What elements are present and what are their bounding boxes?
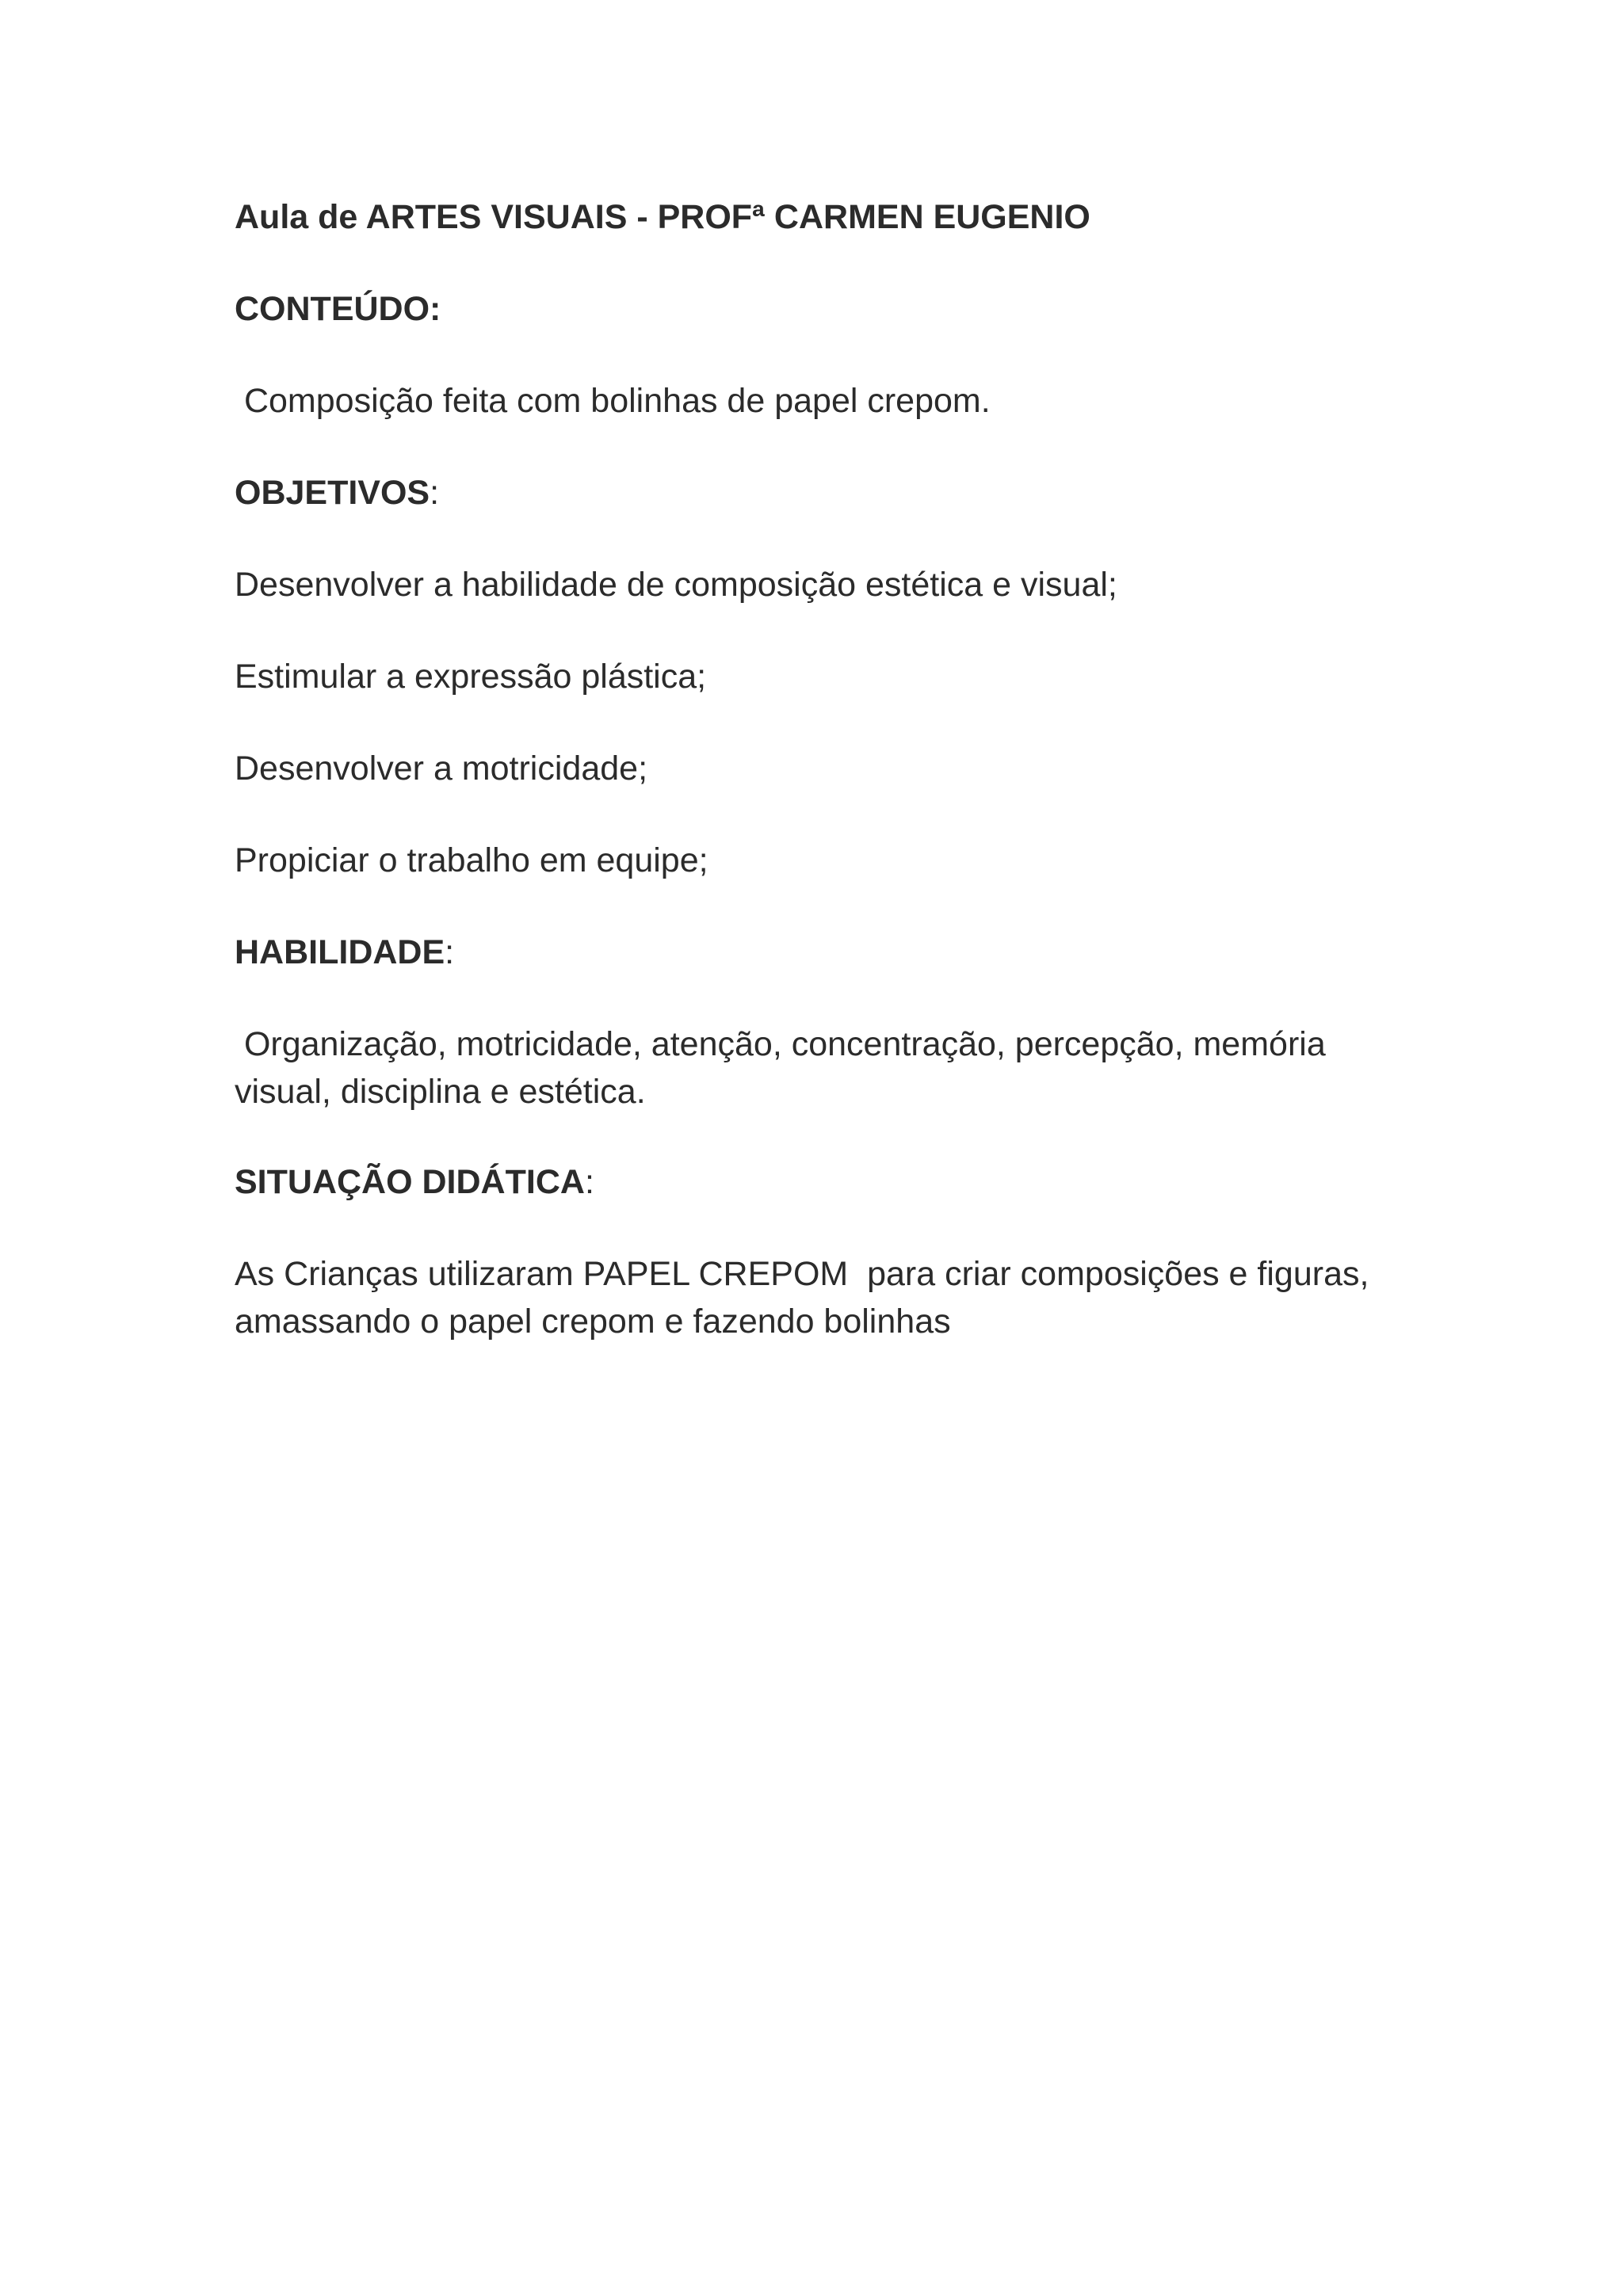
conteudo-text: Composição feita com bolinhas de papel crepom.: [235, 382, 991, 420]
objetivos-heading: OBJETIVOS: [235, 474, 430, 512]
habilidade-heading: HABILIDADE: [235, 933, 445, 971]
situacao-text-line-2: amassando o papel crepom e fazendo bolinhas: [235, 1302, 951, 1341]
document-content: [235, 193, 1407, 1345]
objetivos-heading-line: [235, 469, 1407, 517]
document-title: Aula de ARTES VISUAIS - PROFª CARMEN EUGENIO: [235, 198, 1090, 236]
habilidade-colon: :: [445, 933, 455, 971]
situacao-colon: :: [584, 1163, 594, 1201]
situacao-text-line-1: As Crianças utilizaram PAPEL CREPOM para criar composições e figuras,: [235, 1255, 1369, 1293]
situacao-heading-line: [235, 1158, 1407, 1206]
objetivo-item: Desenvolver a habilidade de composição estética e visual;: [235, 566, 1117, 604]
habilidade-text-line-1: Organização, motricidade, atenção, concentração, percepção, memória: [235, 1025, 1326, 1063]
situacao-heading: SITUAÇÃO DIDÁTICA: [235, 1163, 585, 1201]
objetivos-colon: :: [430, 474, 440, 512]
objetivo-item: Propiciar o trabalho em equipe;: [235, 841, 708, 879]
objetivo-item: Desenvolver a motricidade;: [235, 749, 648, 788]
objetivo-item: Estimular a expressão plástica;: [235, 658, 707, 696]
habilidade-heading-line: [235, 929, 1407, 976]
conteudo-heading: CONTEÚDO:: [235, 290, 441, 328]
habilidade-text-line-2: visual, disciplina e estética.: [235, 1073, 646, 1111]
